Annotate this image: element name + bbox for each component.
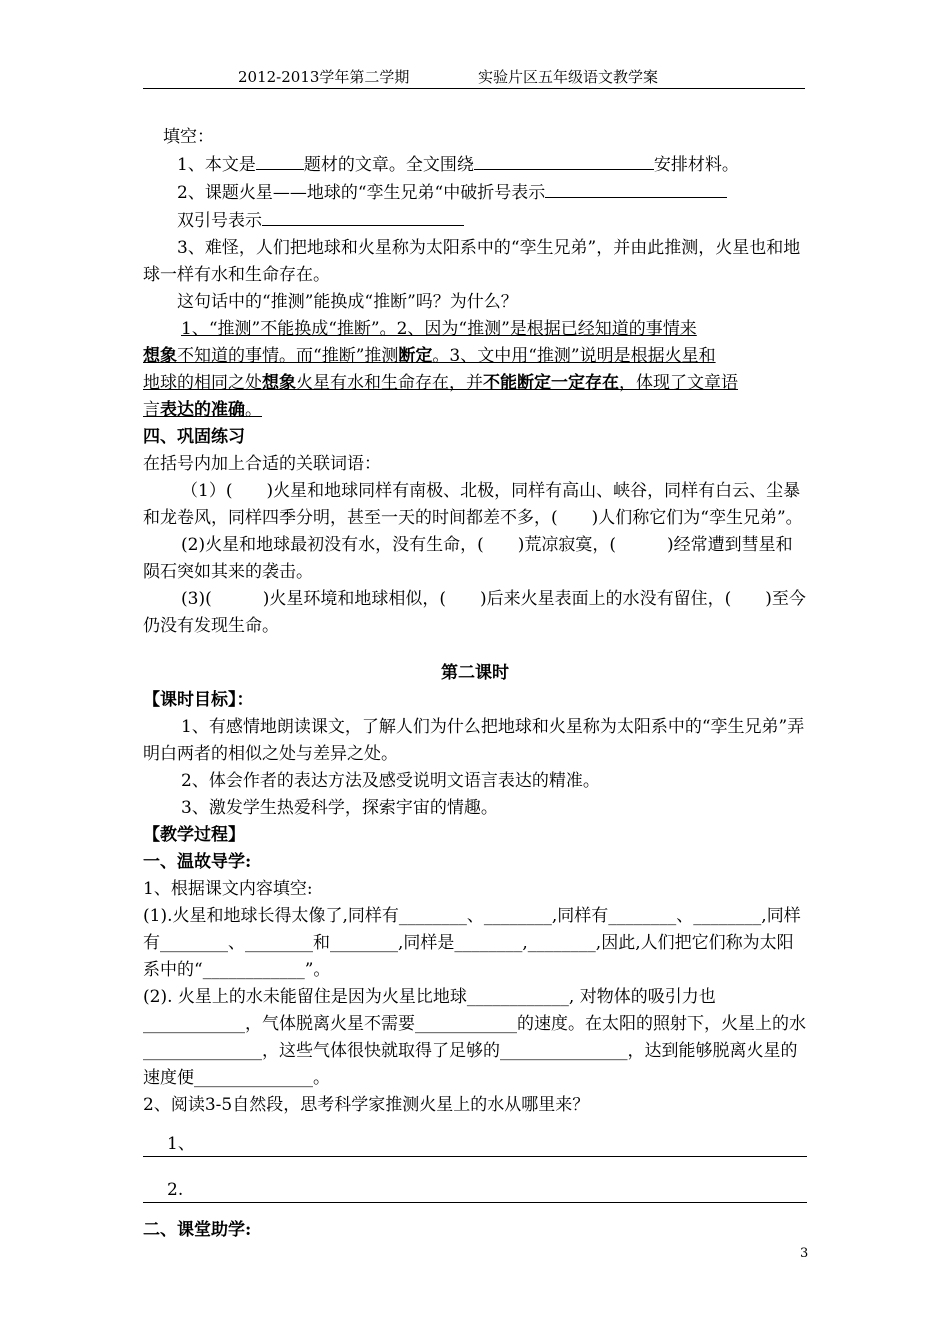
answer-line-3 [143,370,807,397]
fill-paragraph-2: (2). 火星上的水未能留住是因为火星比地球____________, 对物体的吸引力也____________，气体脱离火星不需要____________的速度。在太阳的照射下，火星上的水______________，这些气体很快就取得了足够的_______________，达到能够脱离火星的速度便______________。 [143,987,806,1088]
answer-text: 地球的相同之处 [143,373,262,393]
answer-line-2 [143,343,807,370]
answer-bold: 想象 [262,373,296,393]
blank[interactable] [474,151,654,170]
fill-question-3 [143,235,807,289]
fill-question-1 [143,151,807,179]
q1-text-c: 安排材料。 [653,155,739,175]
answer-bold: 断定 [398,346,433,366]
answer-text: ，体现了文章语 [619,373,738,393]
page-content [143,124,807,1244]
fill-title: 填空： [163,127,214,147]
rule-line [143,1156,807,1157]
rule-line [143,1202,807,1203]
line-number: 1、 [167,1134,195,1154]
q2-text-b: 双引号表示 [177,211,262,231]
page-number: 3 [800,1246,809,1261]
q1-text-b: 题材的文章。全文围绕 [303,155,474,175]
practice-item-1: （1）( )火星和地球同样有南极、北极，同样有高山、峡谷，同样有白云、尘暴和龙卷风，同样四季分明，甚至一天的时间都差不多，( )人们称它们为“孪生兄弟”。 [143,481,803,528]
practice-heading: 四、巩固练习 [143,427,245,447]
answer-bold: 表达的准确 [160,400,245,420]
practice-item-2: (2)火星和地球最初没有水，没有生命，( )荒凉寂寞，( )经常遭到彗星和陨石突如其来的袭击。 [143,535,793,582]
blank[interactable] [545,179,727,198]
q2-text-a: 2、课题火星——地球的“孪生兄弟“中破折号表示 [177,183,546,203]
blank[interactable] [262,207,464,226]
practice-intro: 在括号内加上合适的关联词语： [143,454,381,474]
task-1: 1、根据课文内容填空: [143,879,313,899]
answer-text: 火星有水和生命存在，并 [296,373,483,393]
q3-text-a: 3、难怪，人们把地球和火星称为太阳系中的“孪生兄弟”，并由此推测，火星也和地球一样有水和生命存在。 [143,238,801,285]
fill-question-3b: 这句话中的“推测”能换成“推断”吗？为什么？ [177,292,518,312]
answer-text: 。3、文中用“推测”说明是根据火星和 [432,346,716,366]
practice-item-3: (3)( )火星环境和地球相似，( )后来火星表面上的水没有留住，( )至今仍没有发现生命。 [143,589,806,636]
answer-text: 不知道的事情。而“推断”推测 [177,346,399,366]
part1-heading: 一、温故导学: [143,852,252,872]
goal-1: 1、有感情地朗读课文，了解人们为什么把地球和火星称为太阳系中的“孪生兄弟”弄明白两者的相似之处与差异之处。 [143,717,805,764]
q1-text-a: 1、本文是 [177,155,256,175]
answer-line[interactable] [143,1119,807,1165]
fill-question-2b [143,207,807,235]
process-heading: 【教学过程】 [143,825,245,845]
header-course: 实验片区五年级语文教学案 [478,68,659,86]
goal-heading: 【课时目标】： [143,690,254,710]
lesson2-title: 第二课时 [441,663,509,683]
line-number: 2. [167,1180,184,1200]
blank[interactable] [256,151,304,170]
answer-line-1: 1、“推测”不能换成“推断”。2、因为“推测”是根据已经知道的事情来 [181,319,697,339]
part2-heading: 二、课堂助学: [143,1220,252,1240]
answer-text: 。 [245,400,262,420]
header-term: 2012-2013学年第二学期 [238,68,410,86]
page-header [143,66,805,89]
task-2: 2、阅读3-5自然段，思考科学家推测火星上的水从哪里来？ [143,1095,590,1115]
goal-2: 2、体会作者的表达方法及感受说明文语言表达的精准。 [181,771,600,791]
fill-paragraph-1: (1).火星和地球长得太像了,同样有________、________,同样有________、________,同样有________、________和________,同样是________,________,因此,人们把它们称为太阳系中的“____________”。 [143,906,801,980]
goal-3: 3、激发学生热爱科学，探索宇宙的情趣。 [181,798,498,818]
answer-line[interactable] [143,1165,807,1211]
answer-bold: 不能断定一定存在 [483,373,619,393]
answer-text: 言 [143,400,160,420]
fill-question-2 [143,179,807,207]
answer-bold: 想象 [143,346,177,366]
answer-line-4 [143,397,807,424]
